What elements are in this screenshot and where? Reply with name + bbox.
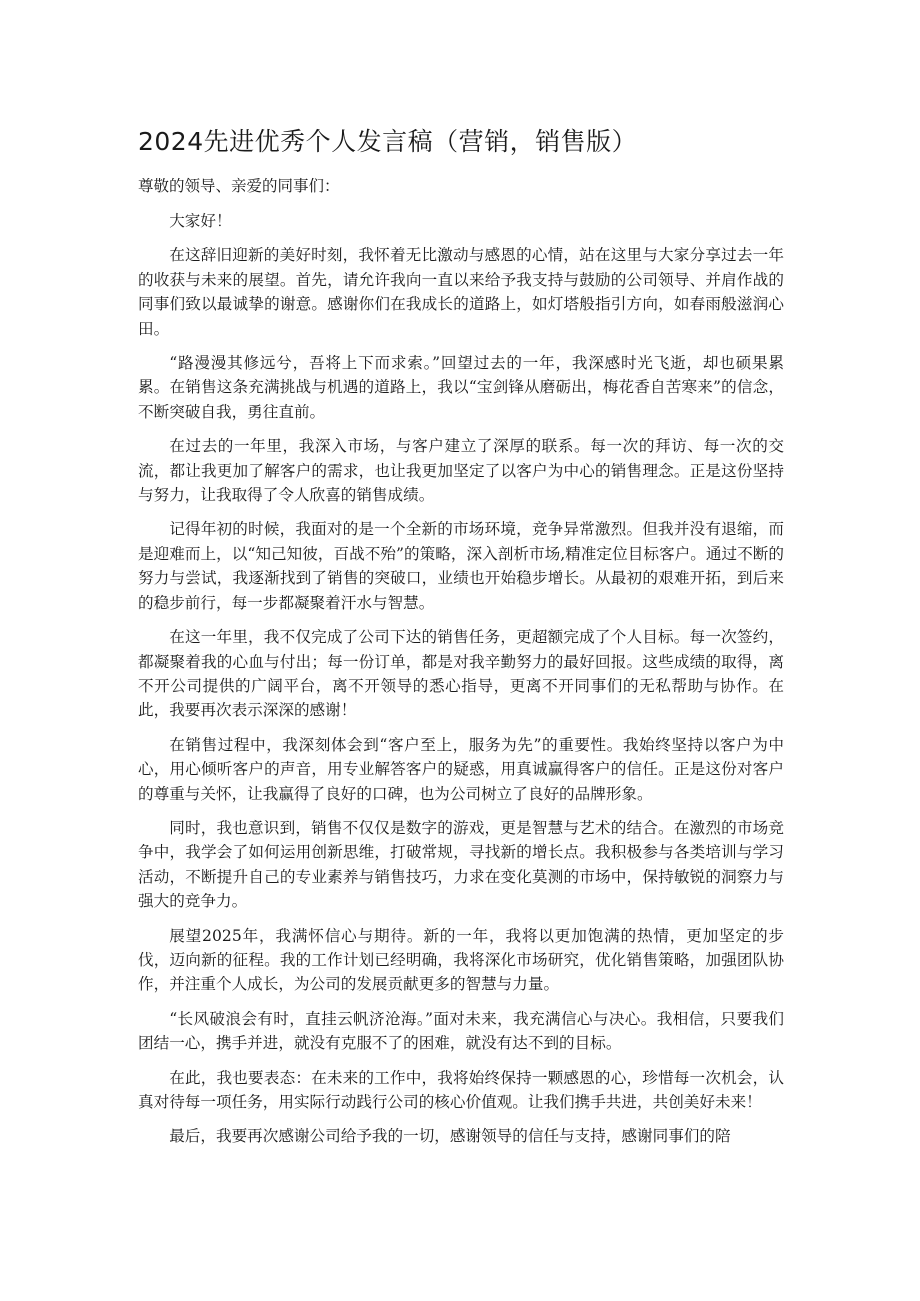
paragraph: 展望2025年，我满怀信心与期待。新的一年，我将以更加饱满的热情，更加坚定的步伐，迈向新的征程。我的工作计划已经明确，我将深化市场研究，优化销售策略，加强团队协作，并注重个人成长，为公司的发展贡献更多的智慧与力量。 — [138, 926, 784, 994]
document-page — [138, 122, 784, 1149]
salutation: 尊敬的领导、亲爱的同事们： — [138, 177, 340, 195]
paragraph: 在过去的一年里，我深入市场，与客户建立了深厚的联系。每一次的拜访、每一次的交流，都让我更加了解客户的需求，也让我更加坚定了以客户为中心的销售理念。正是这份坚持与努力，让我取得了令人欣喜的销售成绩。 — [138, 437, 784, 505]
document-title: 2024先进优秀个人发言稿（营销，销售版） — [138, 127, 638, 156]
paragraph: 大家好！ — [169, 212, 232, 230]
paragraph: 在这一年里，我不仅完成了公司下达的销售任务，更超额完成了个人目标。每一次签约，都凝聚着我的心血与付出；每一份订单，都是对我辛勤努力的最好回报。这些成绩的取得，离不开公司提供的广阔平台，离不开领导的悉心指导，更离不开同事们的无私帮助与协作。在此，我要再次表示深深的感谢！ — [138, 628, 784, 720]
paragraph: 记得年初的时候，我面对的是一个全新的市场环境，竞争异常激烈。但我并没有退缩，而是迎难而上，以“知己知彼，百战不殆”的策略，深入剖析市场,精准定位目标客户。通过不断的努力与尝试，我逐渐找到了销售的突破口，业绩也开始稳步增长。从最初的艰难开拓，到后来的稳步前行，每一步都凝聚着汗水与智慧。 — [138, 520, 784, 612]
paragraph: “长风破浪会有时，直挂云帆济沧海。”面对未来，我充满信心与决心。我相信，只要我们团结一心，携手并进，就没有克服不了的困难，就没有达不到的目标。 — [138, 1009, 784, 1053]
paragraph: 同时，我也意识到，销售不仅仅是数字的游戏，更是智慧与艺术的结合。在激烈的市场竞争中，我学会了如何运用创新思维，打破常规，寻找新的增长点。我积极参与各类培训与学习活动，不断提升自己的专业素养与销售技巧，力求在变化莫测的市场中，保持敏锐的洞察力与强大的竞争力。 — [138, 818, 784, 911]
paragraph: 在这辞旧迎新的美好时刻，我怀着无比激动与感恩的心情，站在这里与大家分享过去一年的收获与未来的展望。首先，请允许我向一直以来给予我支持与鼓励的公司领导、并肩作战的同事们致以最诚挚的谢意。感谢你们在我成长的道路上，如灯塔般指引方向，如春雨般滋润心田。 — [138, 246, 784, 338]
paragraph: 在销售过程中，我深刻体会到“客户至上，服务为先”的重要性。我始终坚持以客户为中心，用心倾听客户的声音，用专业解答客户的疑惑，用真诚赢得客户的信任。正是这份对客户的尊重与关怀，让我赢得了良好的口碑，也为公司树立了良好的品牌形象。 — [138, 735, 784, 803]
paragraph: 最后，我要再次感谢公司给予我的一切，感谢领导的信任与支持，感谢同事们的陪 — [169, 1127, 731, 1146]
paragraph: 在此，我也要表态：在未来的工作中，我将始终保持一颗感恩的心，珍惜每一次机会，认真对待每一项任务，用实际行动践行公司的核心价值观。让我们携手共进，共创美好未来！ — [138, 1068, 784, 1111]
paragraph: “路漫漫其修远兮，吾将上下而求索。”回望过去的一年，我深感时光飞逝，却也硕果累累。在销售这条充满挑战与机遇的道路上，我以“宝剑锋从磨砺出，梅花香自苦寒来”的信念，不断突破自我，勇往直前。 — [138, 354, 784, 421]
